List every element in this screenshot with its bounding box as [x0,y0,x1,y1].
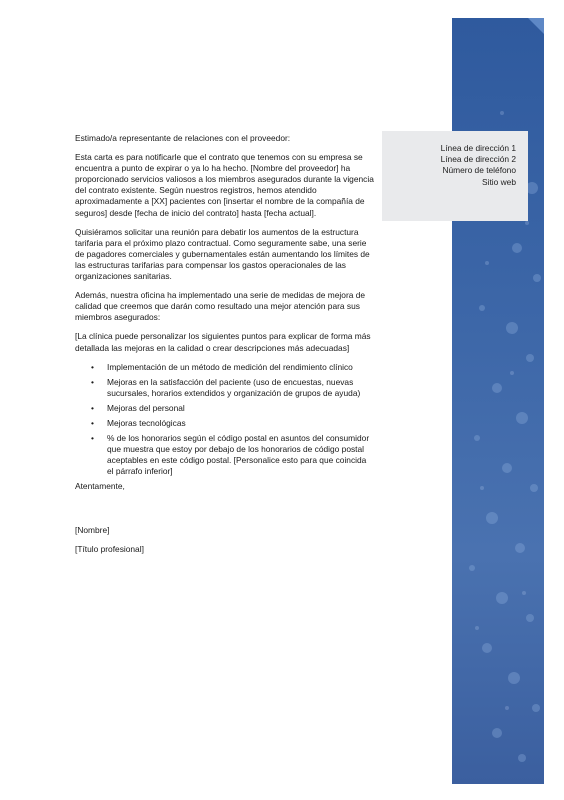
paragraph-quality: Además, nuestra oficina ha implementado una serie de medidas de mejora de calidad que creemos que darán como resultado una mejor atención para sus miembros asegurados: [75,290,366,323]
signer-name: [Nombre] [75,524,110,535]
website: Sitio web [482,176,516,187]
address-line-1: Línea de dirección 1 [440,143,516,153]
paragraph-contract: Esta carta es para notificarle que el contrato que tenemos con su empresa se encuentra a punto de expirar o ya lo ha hecho. [Nombre del proveedor] ha proporcionado servicios valiosos a los miembros asegurados durante la vigencia del contrato existente. Según nuestros registros, hemos atendido aproximadamente a [XX] pacientes con [insertar el nombre de la compañía de seguros] desde [fecha de inicio del contrato] hasta [fecha actual]. [75,152,374,218]
address-box [382,131,528,221]
salutation: Estimado/a representante de relaciones con el proveedor: [75,133,291,143]
phone-number: Número de teléfono [442,165,516,176]
improvements-list [75,362,375,478]
letter-body [75,133,375,563]
signer-title: [Título profesional] [75,543,144,554]
paragraph-meeting: Quisiéramos solicitar una reunión para debatir los aumentos de la estructura tarifaria para el próximo plazo contractual. Como seguramente sabe, una serie de pagadores comerciales y gubernamentales están aumentando los límites de las estructuras tarifarias para compensar los gastos operacionales de las organizaciones sanitarias. [75,226,370,282]
closing: Atentamente, [75,481,125,492]
paragraph-customize: [La clínica puede personalizar los siguientes puntos para explicar de forma más detallada las mejoras en la calidad o crear descripciones más adecuadas] [75,331,371,353]
list-item: • Mejoras tecnológicas [107,418,375,429]
list-item: • Mejoras del personal [107,403,375,414]
list-item: • % de los honorarios según el código postal en asuntos del consumidor que muestra que estoy por debajo de los honorarios de código postal aceptables en este código postal. [Personalice esto para que coincida el párrafo inferior] [107,433,375,477]
address-line-2: Línea de dirección 2 [440,154,516,165]
list-item: • Implementación de un método de medición del rendimiento clínico [107,362,375,373]
list-item: • Mejoras en la satisfacción del paciente (uso de encuestas, nuevas sucursales, horarios extendidos y organización de grupos de ayuda) [107,377,375,399]
